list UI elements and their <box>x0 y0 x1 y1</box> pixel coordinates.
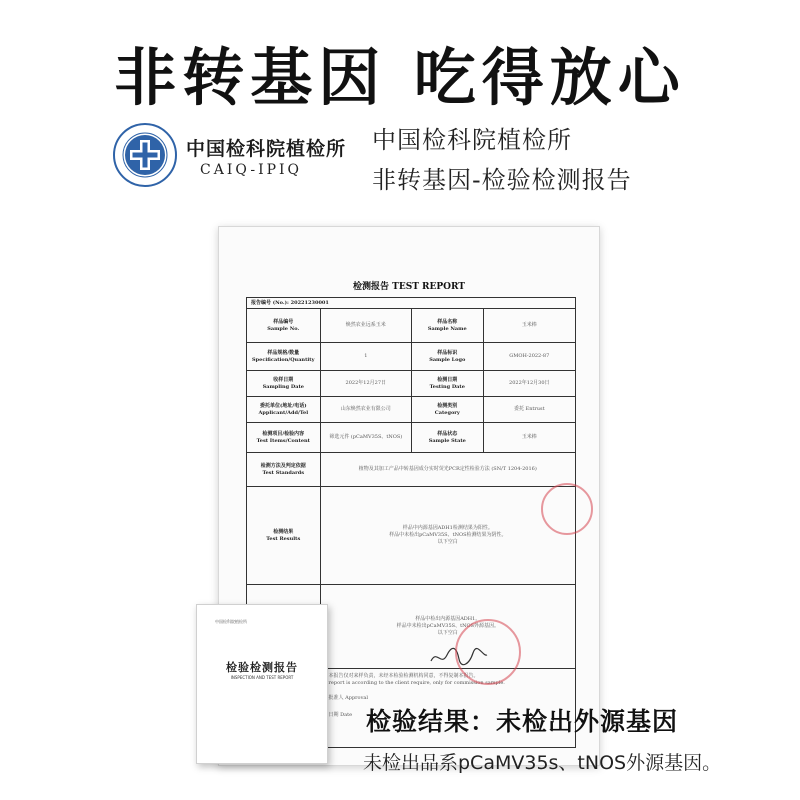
label-cell: 检测项目/检验内容 Test Items/Content <box>247 423 321 452</box>
value-cell: 焕然农业远系玉米 <box>321 309 412 342</box>
red-stamp-approval <box>455 619 521 685</box>
label-cell: 样品标识 Sample Logo <box>412 343 484 370</box>
result-detail: 未检出品系pCaMV35s、tNOS外源基因。 <box>363 752 722 774</box>
label-cell: 检测类别 Category <box>412 397 484 422</box>
logo-name: 中国检科院植检所 <box>186 138 347 160</box>
logo-subtitle: CAIQ-IPIQ <box>200 162 303 178</box>
value-cell: 1 <box>321 343 412 370</box>
booklet-title: 检验检测报告 <box>226 661 298 674</box>
report-booklet <box>196 604 328 764</box>
booklet-org: 中国检科院植检所 <box>215 619 247 624</box>
label-cell: 委托单位(地址/电话) Applicant/Add/Tel <box>247 397 321 422</box>
report-note: 本报告仅对来样负责，未经本检验检测机构同意，不得复制本报告。 <box>328 673 479 679</box>
label-cell: 样品状态 Sample State <box>412 423 484 452</box>
value-cell: 2022年12月27日 <box>321 371 412 396</box>
caiq-seal-icon <box>112 122 178 188</box>
label-cell: 样品名称 Sample Name <box>412 309 484 342</box>
label-cell: 样品规格/数量 Specification/Quantity <box>247 343 321 370</box>
value-cell: 筛选元件 (pCaMV35S、tNOS) <box>321 423 412 452</box>
logo <box>112 118 352 192</box>
headline: 非转基因 吃得放心 <box>114 41 686 114</box>
value-cell: 委托 Entrust <box>513 406 545 412</box>
result-title: 检验结果：未检出外源基因 <box>366 707 679 736</box>
approval-label: 批准人 Approval <box>328 695 368 701</box>
table-row <box>247 371 575 397</box>
org-lines <box>372 120 632 200</box>
table-row <box>247 423 575 453</box>
report-note-en: report is according to the client require, only for commission sample. <box>328 680 505 686</box>
value-cell: 山东焕然农业有限公司 <box>321 397 412 422</box>
booklet-subtitle: INSPECTION AND TEST REPORT <box>230 675 294 680</box>
label-cell: 收样日期 Sampling Date <box>247 371 321 396</box>
date-label: 日期 Date <box>328 712 353 718</box>
results-label: 检测结果 Test Results <box>247 487 321 584</box>
value-cell: GMOH-2022-87 <box>509 353 550 359</box>
table-row <box>247 343 575 371</box>
red-stamp-top <box>541 483 593 535</box>
results-row <box>247 487 575 585</box>
value-cell: 玉米棒 <box>521 322 537 328</box>
report-title: 检测报告 TEST REPORT <box>353 282 465 292</box>
value-cell: 2022年12月30日 <box>509 380 550 386</box>
report-number: 报告编号 (No.): 20221230001 <box>251 299 329 306</box>
table-row <box>247 397 575 423</box>
conclusion-value: 样品中检出内源基因ADH1。 样品中未检出pCaMV35S、tNOS外源基因。 以下空白 <box>396 616 499 636</box>
report-number-row <box>247 298 575 309</box>
table-row <box>247 309 575 343</box>
standards-row <box>247 453 575 487</box>
standards-value: 植物及其加工产品中转基因成分实时荧光PCR定性检验方法 (SN/T 1204-2016) <box>358 466 537 472</box>
value-cell: 玉米棒 <box>521 434 537 440</box>
label-cell: 样品编号 Sample No. <box>247 309 321 342</box>
label-cell: 检测日期 Testing Date <box>412 371 484 396</box>
results-value: 样品中内源基因ADH1检测结果为阳性。 样品中未检出pCaMV35S、tNOS检测结果为阴性。 以下空白 <box>389 525 507 545</box>
org-line-2: 非转基因-检验检测报告 <box>372 166 632 194</box>
org-line-1: 中国检科院植检所 <box>372 126 572 154</box>
standards-label: 检测方法及判定依据 Test Standards <box>247 453 321 486</box>
